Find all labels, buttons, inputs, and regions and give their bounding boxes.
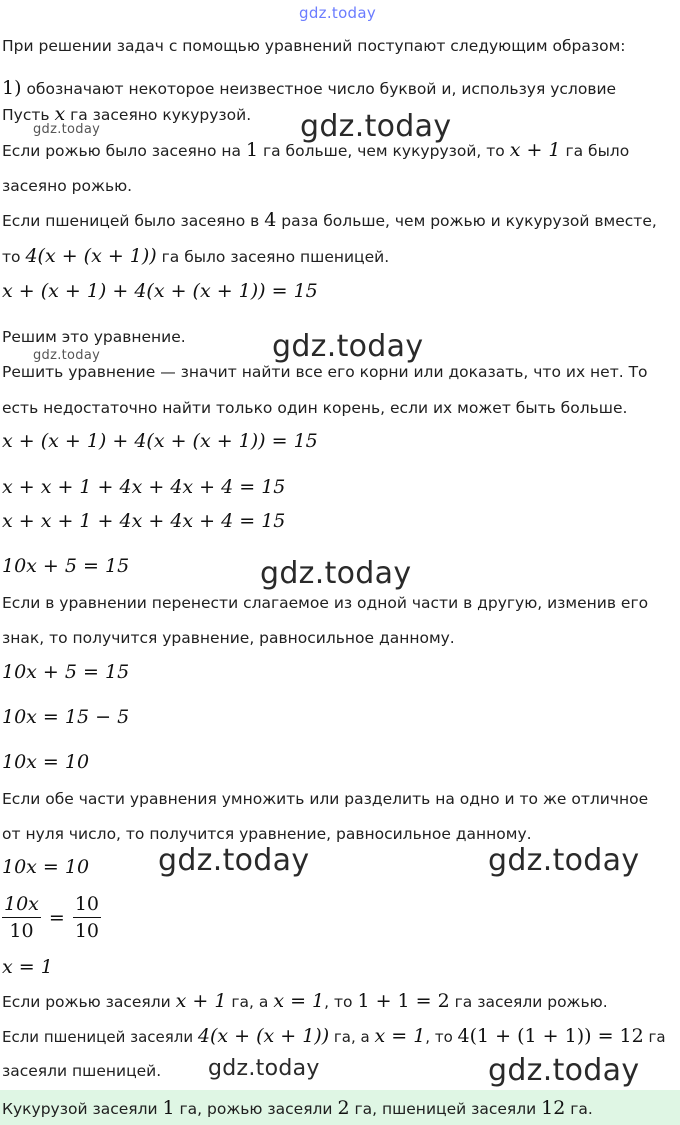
watermark-small: gdz.today [33,348,101,363]
text: га [643,1028,666,1046]
result-wheat [2,1026,666,1047]
watermark: gdz.today [208,1056,320,1081]
transfer-rule-1: Если в уравнении перенести слагаемое из одной части в другую, изменив его [2,594,649,612]
math: 4(x + (x + 1)) [197,1025,330,1047]
equation-expanded: x + x + 1 + 4x + 4x + 4 = 15 [2,476,286,498]
denominator: 10 [74,920,100,942]
text: га было засеяно пшеницей. [156,248,390,266]
math: 1 [245,139,259,161]
math: x = 1 [374,1025,426,1047]
math: 12 [541,1097,566,1119]
watermark: gdz.today [272,329,424,364]
numerator: 10x [2,893,41,918]
text: Если рожью было засеяно на [2,142,246,160]
intro-text: При решении задач с помощью уравнений поступают следующим образом: [2,37,626,55]
fraction-equation [2,893,101,942]
text: Пусть [2,106,55,124]
math: 4(1 + (1 + 1)) = 12 [457,1025,644,1047]
math-var: x [54,103,66,125]
text: , то [324,993,358,1011]
equation-result: x = 1 [2,956,53,978]
answer-text [2,1098,593,1119]
math: x + 1 [175,990,227,1012]
text: Если рожью засеяли [2,993,176,1011]
solve-definition-1: Решить уравнение — значит найти все его корни или доказать, что их нет. То [2,363,648,381]
math: 4 [264,209,277,231]
multiply-rule-2: от нуля число, то получится уравнение, равносильное данному. [2,825,532,843]
let-statement [2,104,251,125]
transfer-rule-2: знак, то получится уравнение, равносильное данному. [2,629,455,647]
solve-heading: Решим это уравнение. [2,328,186,346]
equation-step: 10x = 15 − 5 [2,706,130,728]
wheat-statement [2,210,657,231]
denominator: 10 [9,920,34,942]
text: Если пшеницей засеяли [2,1028,198,1046]
step-1 [2,78,616,99]
watermark: gdz.today [260,556,412,591]
math: 1 + 1 = 2 [357,990,450,1012]
answer-box [0,1090,680,1125]
rye-statement [2,140,629,161]
text: , то [425,1028,458,1046]
step-number: 1) [2,77,22,99]
watermark: gdz.today [300,109,452,144]
text: га, пшеницей засеяли [349,1100,542,1118]
text: Кукурузой засеяли [2,1100,163,1118]
watermark: gdz.today [488,1053,640,1088]
equation-step: 10x = 10 [2,856,90,878]
text: га, а [329,1028,375,1046]
text: то [2,248,26,266]
text: га. [565,1100,593,1118]
watermark: gdz.today [158,843,310,878]
math: 4(x + (x + 1)) [25,245,157,267]
equals-sign: = [48,906,65,929]
text: га засеяли рожью. [449,993,608,1011]
text: га, рожью засеяли [174,1100,338,1118]
rye-statement-cont: засеяно рожью. [2,177,133,195]
fraction-left [2,893,41,942]
equation-main: x + (x + 1) + 4(x + (x + 1)) = 15 [2,280,318,302]
math: 2 [337,1097,350,1119]
multiply-rule-1: Если обе части уравнения умножить или разделить на одно и то же отличное [2,790,649,808]
watermark: gdz.today [488,843,640,878]
equation-step: 10x = 10 [2,751,90,773]
wheat-statement-2 [2,246,389,267]
text: Если пшеницей было засеяно в [2,212,265,230]
text: га больше, чем кукурузой, то [258,142,510,160]
fraction-right [73,893,101,942]
equation-simplified: 10x + 5 = 15 [2,555,130,577]
equation-step: 10x + 5 = 15 [2,661,130,683]
watermark-top: gdz.today [299,4,377,22]
watermark-small: gdz.today [33,122,101,137]
text: раза больше, чем рожью и кукурузой вместе, [276,212,657,230]
text: га было [560,142,630,160]
step-text: обозначают некоторое неизвестное число буквой и, используя условие [21,80,617,98]
math: 1 [162,1097,175,1119]
math: x + 1 [509,139,561,161]
solve-definition-2: есть недостаточно найти только один корень, если их может быть больше. [2,399,628,417]
equation-repeat: x + (x + 1) + 4(x + (x + 1)) = 15 [2,430,318,452]
text: га, а [226,993,274,1011]
equation-expanded: x + x + 1 + 4x + 4x + 4 = 15 [2,510,286,532]
result-wheat-cont: засеяли пшеницей. [2,1062,162,1080]
numerator: 10 [73,893,101,918]
math: x = 1 [273,990,325,1012]
result-rye [2,991,608,1012]
text: га засеяно кукурузой. [65,106,252,124]
